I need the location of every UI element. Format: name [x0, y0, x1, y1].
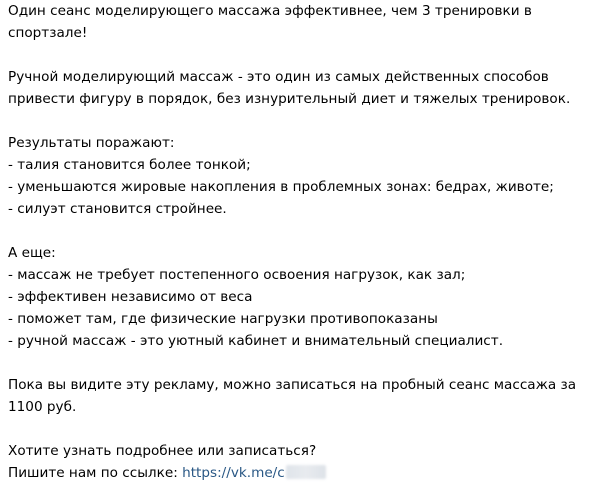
description-line-2: привести фигуру в порядок, без изнурительный диет и тяжелых тренировок. [8, 91, 571, 107]
redacted-link-blur [286, 465, 326, 479]
paragraph-gap [8, 44, 594, 66]
paragraph-gap [8, 352, 594, 374]
extras-item: - поможет там, где физические нагрузки противопоказаны [8, 311, 438, 327]
ad-post-text [8, 0, 594, 484]
results-item: - силуэт становится стройнее. [8, 201, 227, 217]
cta-link-prefix: Пишите нам по ссылке: [8, 465, 183, 481]
extras-heading: А еще: [8, 245, 56, 261]
paragraph-gap [8, 110, 594, 132]
results-item: - талия становится более тонкой; [8, 157, 251, 173]
vk-message-link[interactable]: https://vk.me/c [182, 465, 285, 481]
intro-line-2: спортзале! [8, 25, 88, 41]
paragraph-gap [8, 418, 594, 440]
offer-line-2: 1100 руб. [8, 399, 77, 415]
paragraph-gap [8, 220, 594, 242]
description-line-1: Ручной моделирующий массаж - это один из самых действенных способов [8, 69, 549, 85]
results-item: - уменьшаются жировые накопления в проблемных зонах: бедрах, животе; [8, 179, 554, 195]
extras-item: - массаж не требует постепенного освоения нагрузок, как зал; [8, 267, 466, 283]
extras-item: - ручной массаж - это уютный кабинет и внимательный специалист. [8, 333, 504, 349]
offer-line-1: Пока вы видите эту рекламу, можно записаться на пробный сеанс массажа за [8, 377, 577, 393]
cta-link-line [8, 462, 594, 484]
cta-question: Хотите узнать подробнее или записаться? [8, 443, 317, 459]
results-heading: Результаты поражают: [8, 135, 175, 151]
intro-line-1: Один сеанс моделирующего массажа эффективнее, чем 3 тренировки в [8, 3, 532, 19]
extras-item: - эффективен независимо от веса [8, 289, 253, 305]
